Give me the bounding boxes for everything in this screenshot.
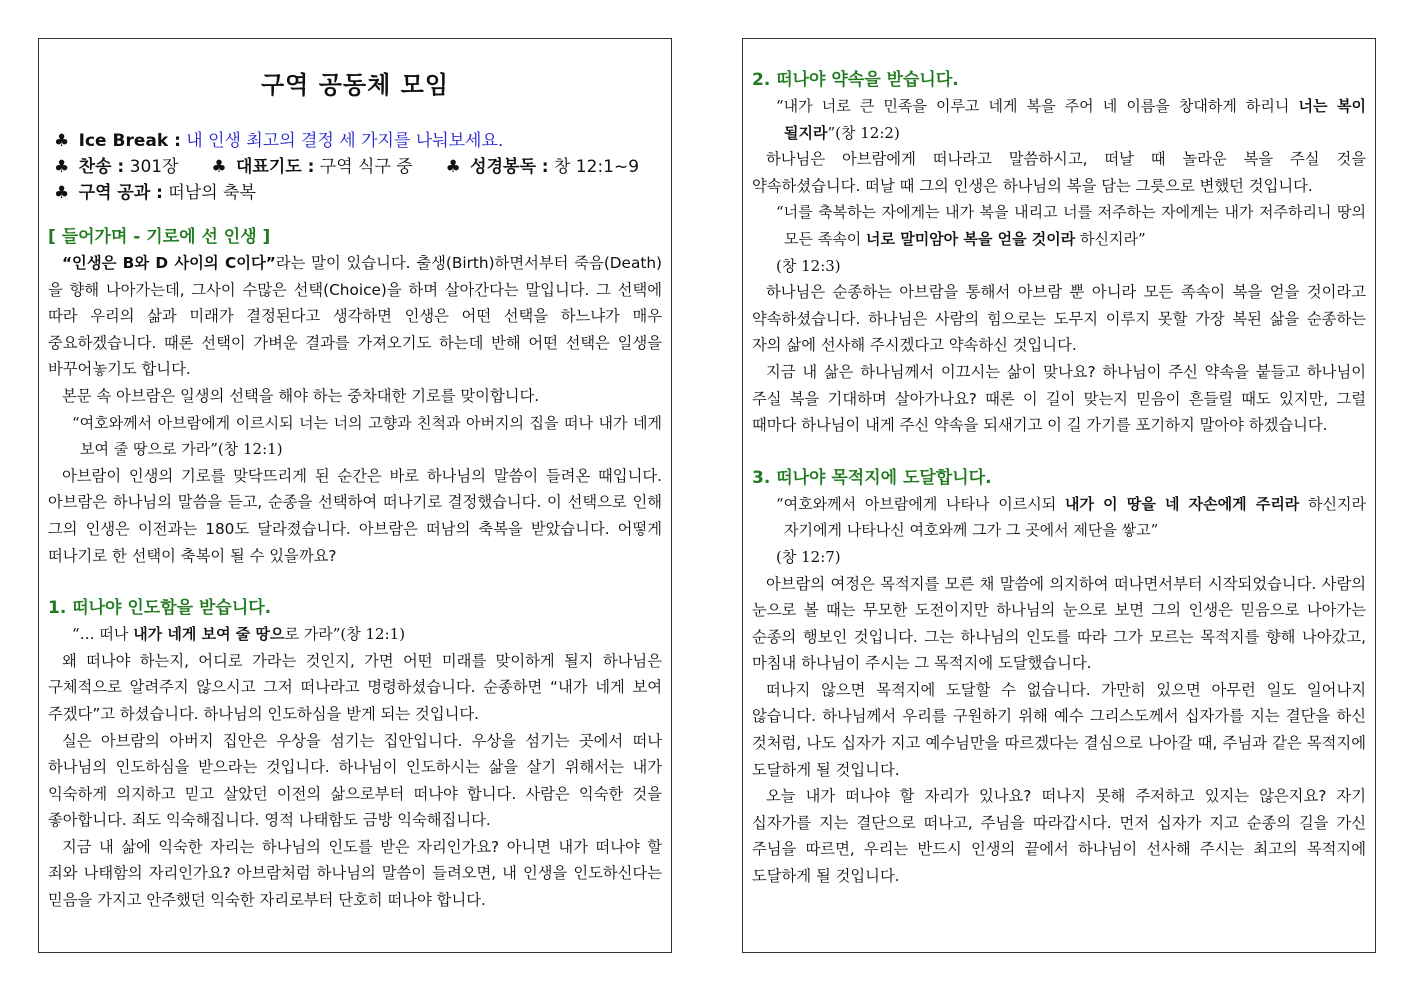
reading-value: 창 12:1~9 bbox=[553, 157, 640, 177]
worship-line bbox=[54, 154, 662, 180]
quote-text: “여호와께서 아브람에게 나타나 이르시되 bbox=[776, 494, 1065, 513]
intro-paragraph-1 bbox=[48, 250, 662, 383]
quote-reference: (창 12:7) bbox=[776, 547, 841, 566]
section-2-heading: 2. 떠나야 약속을 받습니다. bbox=[752, 70, 959, 90]
section-3-heading: 3. 떠나야 목적지에 도달합니다. bbox=[752, 467, 992, 488]
quote-text: “너를 축복하는 자에게는 내가 복을 내리고 너를 저주하는 자에게는 내가 저주하리니 땅의 모든 족속이 bbox=[776, 203, 1366, 248]
icebreak-label: Ice Break : bbox=[78, 131, 181, 151]
section-2-paragraph-1: 하나님은 아브람에게 떠나라고 말씀하시고, 떠날 때 놀라운 복을 주실 것을 약속하셨습니다. 떠날 때 그의 인생은 하나님의 복을 담는 그릇으로 변했던 것입니다. bbox=[752, 150, 1366, 195]
quote-bold: 너는 복이 될지라 bbox=[784, 97, 1367, 142]
intro-paragraph-2: 본문 속 아브람은 일생의 선택을 해야 하는 중차대한 기로를 맞이합니다. bbox=[62, 386, 540, 405]
quote-text: 하신지라 자기에게 나타나신 여호와께 그가 그 곳에서 제단을 쌓고” bbox=[784, 494, 1367, 540]
right-page bbox=[742, 38, 1376, 953]
left-page bbox=[38, 38, 672, 953]
club-icon: ♣ bbox=[54, 131, 70, 151]
section-2-paragraph-2: 하나님은 순종하는 아브람을 통해서 아브람 뿐 아니라 모든 족속이 복을 얻을 것이라고 약속하셨습니다. 하나님은 사람의 힘으로는 도무지 이루지 못할 가장 복된 삶을 순종하는 자의 삶에 선사해 주시겠다고 약속하신 것입니다. bbox=[752, 283, 1366, 355]
hymn-label: 찬송 : bbox=[78, 157, 125, 177]
intro-paragraph-3: 아브람이 인생의 기로를 맞닥뜨리게 된 순간은 바로 하나님의 말씀이 들려온 때입니다. 아브람은 하나님의 말씀을 듣고, 순종을 선택하여 떠나기로 결정했습니다. 이 선택으로 인해 그의 인생은 이전과는 180도 달라졌습니다. 아브람은 떠남의 축복을 받았습니다. 어떻게 떠나기로 한 선택이 축복이 될 수 있을까요? bbox=[48, 466, 662, 565]
meeting-info bbox=[48, 128, 662, 206]
prayer-label: 대표기도 : bbox=[235, 157, 315, 177]
section-3-paragraph-3: 오늘 내가 떠나야 할 자리가 있나요? 떠나지 못해 주저하고 있지는 않은지요? 자기 십자가를 지는 결단으로 떠나고, 주님을 따라갑시다. 먼저 십자가 지고 순종의 길을 가신 주님을 따르면, 우리는 반드시 인생의 끝에서 하나님이 선사해 주시는 최고의 목적지에 도달하게 될 것입니다. bbox=[752, 787, 1366, 886]
club-icon: ♣ bbox=[54, 183, 70, 203]
icebreak-value: 내 인생 최고의 결정 세 가지를 나눠보세요. bbox=[186, 131, 504, 151]
quote-bold: 너로 말미암아 복을 얻을 것이라 bbox=[866, 229, 1076, 248]
quote-text: 로 가라”(창 12:1) bbox=[284, 625, 406, 644]
quote-text: 하신지라” bbox=[1075, 229, 1146, 248]
section-2-paragraph-3: 지금 내 삶은 하나님께서 이끄시는 삶이 맞나요? 하나님이 주신 약속을 붙들고 하나님이 주실 복을 기대하며 살아가나요? 때론 이 길이 맞는지 믿음이 흔들릴 때도 있지만, 그럴 때마다 하나님이 내게 주신 약속을 되새기고 이 길 가기를 포기하지 말아야 하겠습니다. bbox=[752, 362, 1366, 435]
reading-label: 성경봉독 : bbox=[470, 157, 549, 177]
intro-paragraph-1-text: 라는 말이 있습니다. 출생(Birth)하면서부터 죽음(Death)을 향해 나아가는데, 그사이 수많은 선택(Choice)을 하며 살아간다는 말입니다. 그 선택에 따라 우리의 삶과 미래가 결정된다고 생각하면 인생은 어떤 선택을 하느냐가 매우 중요하겠습니다. 때론 선택이 가벼운 결과를 가져오기도 하는데 반해 어떤 선택은 일생을 바꾸어놓기도 합니다. bbox=[48, 254, 663, 379]
section-2-scripture-quote-2 bbox=[752, 199, 1366, 279]
section-1-scripture-quote bbox=[48, 621, 662, 648]
intro-scripture-quote: “여호와께서 아브람에게 이르시되 너는 너의 고향과 친척과 아버지의 집을 떠나 내가 네게 보여 줄 땅으로 가라”(창 12:1) bbox=[72, 413, 662, 459]
hymn-value: 301장 bbox=[129, 157, 179, 177]
section-3-scripture-quote bbox=[752, 491, 1366, 571]
prayer-value: 구역 식구 중 bbox=[319, 157, 413, 177]
quote-bold: 내가 네게 보여 줄 땅으 bbox=[133, 625, 285, 644]
icebreak-line bbox=[54, 128, 662, 154]
section-3-paragraph-2: 떠나지 않으면 목적지에 도달할 수 없습니다. 가만히 있으면 아무런 일도 일어나지 않습니다. 하나님께서 우리를 구원하기 위해 예수 그리스도께서 십자가를 지는 결단을 하신 것처럼, 나도 십자가 지고 예수님만을 따르겠다는 결심으로 나아갈 때, 주님과 같은 목적지에 도달하게 될 것입니다. bbox=[752, 680, 1366, 779]
section-1-paragraph-2: 실은 아브람의 아버지 집안은 우상을 섬기는 집안입니다. 우상을 섬기는 곳에서 떠나 하나님의 인도하심을 받으라는 것입니다. 하나님이 인도하시는 삶을 살기 위해서는 내가 익숙하게 의지하고 믿고 살았던 이전의 삶으로부터 떠나야 합니다. 사람은 익숙한 것을 좋아합니다. 죄도 익숙해집니다. 영적 나태함도 금방 익숙해집니다. bbox=[48, 731, 662, 830]
lesson-line bbox=[54, 180, 662, 206]
section-3-paragraph-1: 아브람의 여정은 목적지를 모른 채 말씀에 의지하여 떠나면서부터 시작되었습니다. 사람의 눈으로 볼 때는 무모한 도전이지만 하나님의 눈으로 보면 그의 인생은 믿음으로 나아가는 순종의 행보인 것입니다. 그는 하나님의 인도를 따라 그가 모르는 목적지를 향해 나아갔고, 마침내 하나님이 주시는 그 목적지에 도달했습니다. bbox=[752, 574, 1367, 673]
club-icon: ♣ bbox=[445, 157, 461, 177]
lesson-value: 떠남의 축복 bbox=[168, 183, 256, 203]
intro-heading: [ 들어가며 - 기로에 선 인생 ] bbox=[48, 227, 271, 247]
quote-reference: (창 12:3) bbox=[776, 256, 841, 275]
section-1-heading: 1. 떠나야 인도함을 받습니다. bbox=[48, 598, 272, 619]
lesson-label: 구역 공과 : bbox=[78, 183, 163, 203]
club-icon: ♣ bbox=[211, 157, 227, 177]
club-icon: ♣ bbox=[54, 157, 70, 177]
page-title: 구역 공동체 모임 bbox=[261, 71, 449, 99]
quote-text: ”(창 12:2) bbox=[827, 123, 900, 142]
intro-quote-bold: “인생은 B와 D 사이의 C이다” bbox=[62, 254, 276, 272]
quote-text: “… 떠나 bbox=[72, 625, 134, 644]
section-1-paragraph-1: 왜 떠나야 하는지, 어디로 가라는 것인지, 가면 어떤 미래를 맞이하게 될지 하나님은 구체적으로 알려주지 않으시고 그저 떠나라고 명령하셨습니다. 순종하면 “내가 네게 보여 주겠다”고 하셨습니다. 하나님의 인도하심을 받게 되는 것입니다. bbox=[48, 651, 662, 723]
quote-text: “내가 너로 큰 민족을 이루고 네게 복을 주어 네 이름을 창대하게 하리니 bbox=[776, 97, 1299, 115]
section-1-paragraph-3: 지금 내 삶에 익숙한 자리는 하나님의 인도를 받은 자리인가요? 아니면 내가 떠나야 할 죄와 나태함의 자리인가요? 아브람처럼 하나님의 말씀이 들려오면, 내 인생을 인도하신다는 믿음을 가지고 안주했던 익숙한 자리로부터 단호히 떠나야 합니다. bbox=[48, 837, 662, 910]
section-2-scripture-quote-1 bbox=[752, 93, 1366, 146]
quote-bold: 내가 이 땅을 네 자손에게 주리라 bbox=[1064, 494, 1300, 513]
